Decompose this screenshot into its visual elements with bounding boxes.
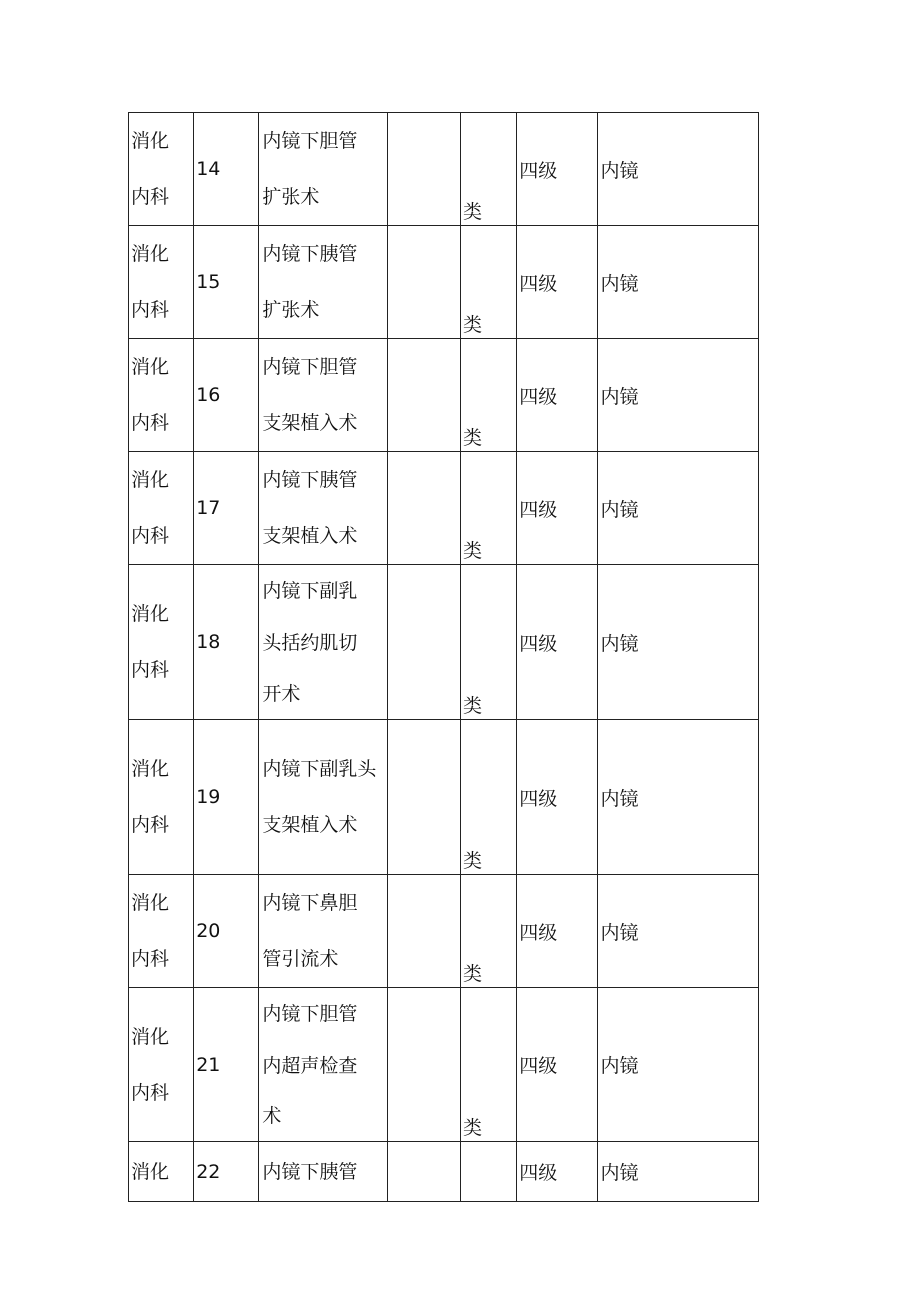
class-text: 类 xyxy=(463,963,483,985)
dept-cell xyxy=(129,339,194,452)
procedure-name-line: 管引流术 xyxy=(262,948,339,970)
class-text: 类 xyxy=(463,427,483,449)
dept-line: 内科 xyxy=(131,948,170,970)
class-cell xyxy=(461,339,517,452)
procedure-name-line: 支架植入术 xyxy=(262,412,358,434)
number-cell xyxy=(194,452,259,565)
row-number: 15 xyxy=(196,271,221,293)
table-row xyxy=(129,113,759,226)
procedure-name-line: 术 xyxy=(262,1105,282,1127)
level-cell xyxy=(517,226,598,339)
procedure-name-cell xyxy=(259,1142,387,1202)
procedure-name-line: 内镜下鼻胆 xyxy=(262,892,358,914)
level-cell xyxy=(517,720,598,875)
dept-line: 内科 xyxy=(131,412,170,434)
dept-line: 消化 xyxy=(131,1025,170,1048)
procedure-table xyxy=(128,112,759,1202)
dept-line: 内科 xyxy=(131,659,170,681)
procedure-name-cell xyxy=(259,226,387,339)
type-text: 内镜 xyxy=(600,385,639,408)
class-cell xyxy=(461,720,517,875)
procedure-name-cell xyxy=(259,339,387,452)
dept-cell xyxy=(129,1142,194,1202)
table-row xyxy=(129,565,759,720)
dept-cell xyxy=(129,226,194,339)
procedure-name-line: 支架植入术 xyxy=(262,814,358,836)
procedure-name-line: 内镜下胰管 xyxy=(262,243,358,265)
class-cell xyxy=(461,1142,517,1202)
class-text xyxy=(461,1200,516,1201)
table-body xyxy=(129,113,759,1202)
procedure-name-line: 内超声检查 xyxy=(262,1055,358,1077)
row-number: 19 xyxy=(196,786,221,808)
procedure-name-line: 头括约肌切 xyxy=(262,632,358,654)
type-text: 内镜 xyxy=(600,159,639,182)
procedure-name-cell xyxy=(259,988,387,1142)
blank-cell xyxy=(387,113,460,226)
level-cell xyxy=(517,565,598,720)
type-cell xyxy=(598,226,759,339)
class-cell xyxy=(461,226,517,339)
type-cell xyxy=(598,565,759,720)
procedure-name-line: 扩张术 xyxy=(262,186,320,208)
table-row xyxy=(129,226,759,339)
type-cell xyxy=(598,720,759,875)
number-cell xyxy=(194,339,259,452)
class-text: 类 xyxy=(463,540,483,562)
row-number: 16 xyxy=(196,384,221,406)
type-text: 内镜 xyxy=(600,632,639,655)
level-cell xyxy=(517,452,598,565)
class-cell xyxy=(461,875,517,988)
row-number: 22 xyxy=(196,1160,221,1183)
level-text: 四级 xyxy=(519,498,558,521)
procedure-name-cell xyxy=(259,565,387,720)
level-text: 四级 xyxy=(519,272,558,295)
dept-line: 内科 xyxy=(131,299,170,321)
type-text: 内镜 xyxy=(600,921,639,944)
type-text: 内镜 xyxy=(600,498,639,521)
procedure-name-line: 扩张术 xyxy=(262,299,320,321)
dept-line: 内科 xyxy=(131,525,170,547)
table-row xyxy=(129,875,759,988)
class-text: 类 xyxy=(463,850,483,872)
level-text: 四级 xyxy=(519,385,558,408)
procedure-name-line: 内镜下胆管 xyxy=(262,130,358,152)
type-text: 内镜 xyxy=(600,272,639,295)
procedure-name-line: 内镜下副乳头 xyxy=(262,758,377,780)
dept-line: 消化 xyxy=(131,356,170,378)
dept-line: 内科 xyxy=(131,814,170,836)
procedure-name-line: 内镜下胆管 xyxy=(262,356,358,378)
dept-cell xyxy=(129,988,194,1142)
level-text: 四级 xyxy=(519,632,558,655)
blank-cell xyxy=(387,339,460,452)
number-cell xyxy=(194,565,259,720)
dept-cell xyxy=(129,720,194,875)
class-text: 类 xyxy=(463,695,483,717)
level-cell xyxy=(517,339,598,452)
class-cell xyxy=(461,988,517,1142)
dept-line: 消化 xyxy=(131,469,170,491)
procedure-name-cell xyxy=(259,452,387,565)
class-cell xyxy=(461,113,517,226)
class-cell xyxy=(461,452,517,565)
table-row xyxy=(129,720,759,875)
table-row xyxy=(129,339,759,452)
row-number: 18 xyxy=(196,631,221,653)
procedure-name-cell xyxy=(259,875,387,988)
dept-line: 内科 xyxy=(131,1081,170,1104)
blank-cell xyxy=(387,988,460,1142)
procedure-name-cell xyxy=(259,113,387,226)
level-text: 四级 xyxy=(519,921,558,944)
procedure-name-line: 内镜下胆管 xyxy=(262,1003,358,1025)
type-cell xyxy=(598,875,759,988)
class-cell xyxy=(461,565,517,720)
type-cell xyxy=(598,452,759,565)
dept-line: 内科 xyxy=(131,186,170,208)
row-number: 14 xyxy=(196,158,221,180)
dept-line: 消化 xyxy=(131,758,170,780)
blank-cell xyxy=(387,226,460,339)
type-text: 内镜 xyxy=(600,1162,639,1184)
procedure-name-line: 内镜下胰管 xyxy=(262,1160,358,1183)
number-cell xyxy=(194,988,259,1142)
level-cell xyxy=(517,113,598,226)
type-cell xyxy=(598,988,759,1142)
blank-cell xyxy=(387,565,460,720)
level-text: 四级 xyxy=(519,1055,558,1077)
dept-cell xyxy=(129,565,194,720)
table-row xyxy=(129,452,759,565)
type-text: 内镜 xyxy=(600,1055,639,1077)
blank-cell xyxy=(387,452,460,565)
number-cell xyxy=(194,875,259,988)
dept-line: 消化 xyxy=(131,130,170,152)
level-text: 四级 xyxy=(519,787,558,810)
dept-line: 消化 xyxy=(131,603,170,625)
procedure-name-line: 内镜下副乳 xyxy=(262,580,358,602)
type-text: 内镜 xyxy=(600,787,639,810)
procedure-name-cell xyxy=(259,720,387,875)
dept-line: 消化 xyxy=(131,1160,170,1183)
dept-line: 消化 xyxy=(131,892,170,914)
table-row xyxy=(129,988,759,1142)
class-text: 类 xyxy=(463,201,483,223)
type-cell xyxy=(598,339,759,452)
blank-cell xyxy=(387,875,460,988)
dept-line: 消化 xyxy=(131,243,170,265)
procedure-name-line: 内镜下胰管 xyxy=(262,469,358,491)
type-cell xyxy=(598,1142,759,1202)
dept-cell xyxy=(129,875,194,988)
row-number: 20 xyxy=(196,920,221,942)
number-cell xyxy=(194,226,259,339)
procedure-name-line: 开术 xyxy=(262,683,301,705)
level-text: 四级 xyxy=(519,1162,558,1184)
class-text: 类 xyxy=(463,1117,483,1139)
dept-cell xyxy=(129,452,194,565)
number-cell xyxy=(194,113,259,226)
dept-cell xyxy=(129,113,194,226)
level-cell xyxy=(517,988,598,1142)
procedure-name-line: 支架植入术 xyxy=(262,525,358,547)
level-cell xyxy=(517,1142,598,1202)
number-cell xyxy=(194,1142,259,1202)
type-cell xyxy=(598,113,759,226)
blank-cell xyxy=(387,1142,460,1202)
class-text: 类 xyxy=(463,314,483,336)
table-row xyxy=(129,1142,759,1202)
number-cell xyxy=(194,720,259,875)
level-cell xyxy=(517,875,598,988)
row-number: 21 xyxy=(196,1053,221,1076)
level-text: 四级 xyxy=(519,159,558,182)
blank-cell xyxy=(387,720,460,875)
row-number: 17 xyxy=(196,497,221,519)
